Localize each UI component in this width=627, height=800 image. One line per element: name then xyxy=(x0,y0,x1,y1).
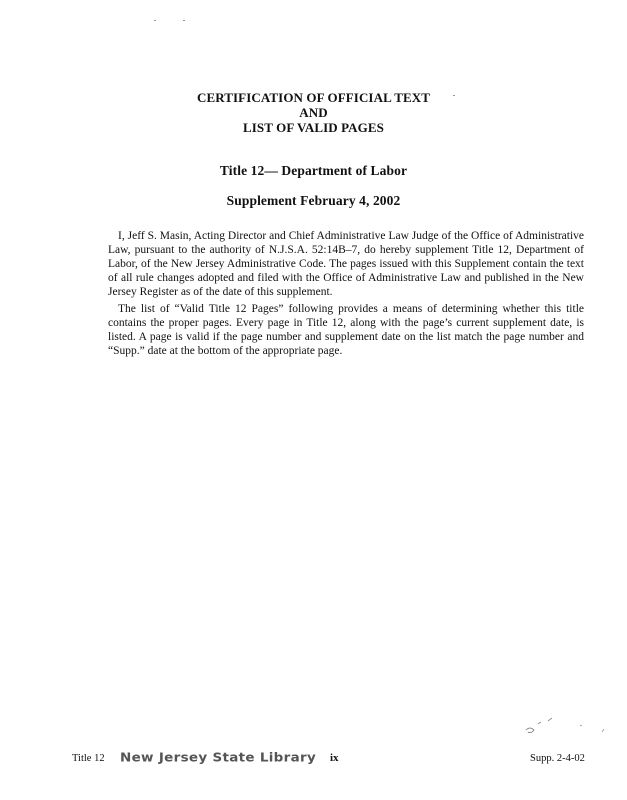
heading-and: AND xyxy=(299,105,328,120)
scan-speck xyxy=(154,20,156,21)
supplement-heading: Supplement February 4, 2002 xyxy=(226,193,401,208)
library-stamp: New Jersey State Library xyxy=(120,750,317,766)
page-number: ix xyxy=(330,752,339,764)
footer-title: Title 12 xyxy=(72,753,105,764)
title-heading: Title 12— Department of Labor xyxy=(219,163,408,178)
supplement-date: Supp. 2-4-02 xyxy=(530,753,585,764)
certification-heading: CERTIFICATION OF OFFICIAL TEXT xyxy=(196,90,431,105)
signature-scribble xyxy=(520,712,610,742)
valid-pages-paragraph: The list of “Valid Title 12 Pages” following provides a means of determining whether this title contains the proper pages. Every page in Title 12, along with the page’s current supplement date, is listed. A page is valid if the page number and supplement date on the list match the page number and “Supp.” date at the bottom of the appropriate page. xyxy=(108,303,584,357)
scan-speck xyxy=(183,20,185,21)
scan-speck xyxy=(453,95,455,96)
valid-pages-heading: LIST OF VALID PAGES xyxy=(243,120,384,135)
certification-paragraph: I, Jeff S. Masin, Acting Director and Chief Administrative Law Judge of the Office of Administrative Law, pursuant to the authority of N.J.S.A. 52:14B–7, do hereby supplement Title 12, Department of Labor, of the New Jersey Administrative Code. The pages issued with this Supplement contain the text of all rule changes adopted and filed with the Office of Administrative Law and published in the New Jersey Register as of the date of this supplement. xyxy=(108,230,584,298)
